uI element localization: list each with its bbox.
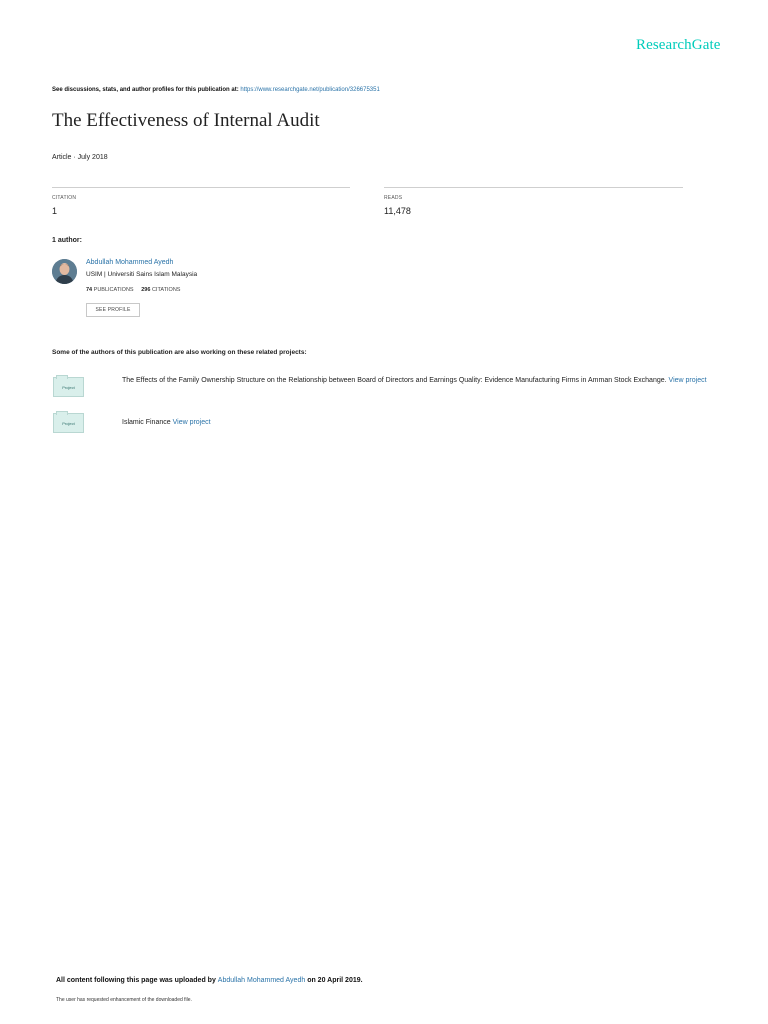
researchgate-logo[interactable]: ResearchGate xyxy=(636,37,721,53)
view-project-link-2[interactable]: View project xyxy=(172,419,211,426)
reads-divider xyxy=(384,187,683,188)
enhancement-note: The user has requested enhancement of the downloaded file. xyxy=(56,997,192,1003)
authors-heading: 1 author: xyxy=(52,237,82,244)
publication-meta: Article · July 2018 xyxy=(52,154,108,161)
citation-value: 1 xyxy=(52,206,58,216)
publication-title: The Effectiveness of Internal Audit xyxy=(52,110,320,131)
project-thumbnail-1[interactable] xyxy=(53,377,84,397)
citations-count: 296 xyxy=(141,287,151,293)
author-avatar[interactable] xyxy=(52,259,77,284)
view-project-link-1[interactable]: View project xyxy=(668,377,707,384)
project-item-1 xyxy=(122,374,712,387)
project-thumb-label: Project xyxy=(62,384,75,390)
citation-label: CITATION xyxy=(52,195,77,201)
publications-label: PUBLICATIONS xyxy=(93,287,134,293)
person-icon xyxy=(52,259,77,284)
publications-count: 74 xyxy=(86,287,93,293)
upload-suffix: on 20 April 2019. xyxy=(307,977,363,984)
reads-value: 11,478 xyxy=(384,206,411,216)
author-institution: USIM | Universiti Sains Islam Malaysia xyxy=(86,271,198,278)
uploader-link[interactable]: Abdullah Mohammed Ayedh xyxy=(217,977,306,984)
upload-line xyxy=(56,977,363,984)
see-profile-button[interactable]: SEE PROFILE xyxy=(86,303,140,317)
citations-label: CITATIONS xyxy=(151,287,181,293)
project-title-2: Islamic Finance xyxy=(122,419,171,426)
discussion-line xyxy=(52,87,380,93)
publication-url-link[interactable]: https://www.researchgate.net/publication/326675351 xyxy=(240,87,380,93)
citation-divider xyxy=(52,187,350,188)
project-thumb-label: Project xyxy=(62,420,75,426)
project-title-1: The Effects of the Family Ownership Structure on the Relationship between Board of Directors and Earnings Quality: Evidence Manufacturing Firms in Amman Stock Exchange. xyxy=(122,377,667,384)
author-stats xyxy=(86,287,180,293)
upload-prefix: All content following this page was uploaded by xyxy=(56,977,216,984)
project-thumbnail-2[interactable] xyxy=(53,413,84,433)
reads-label: READS xyxy=(384,195,403,201)
projects-heading: Some of the authors of this publication are also working on these related projects: xyxy=(52,349,307,356)
discussion-prefix: See discussions, stats, and author profiles for this publication at: xyxy=(52,87,239,93)
author-name-link[interactable]: Abdullah Mohammed Ayedh xyxy=(86,259,174,266)
project-item-2 xyxy=(122,416,712,429)
